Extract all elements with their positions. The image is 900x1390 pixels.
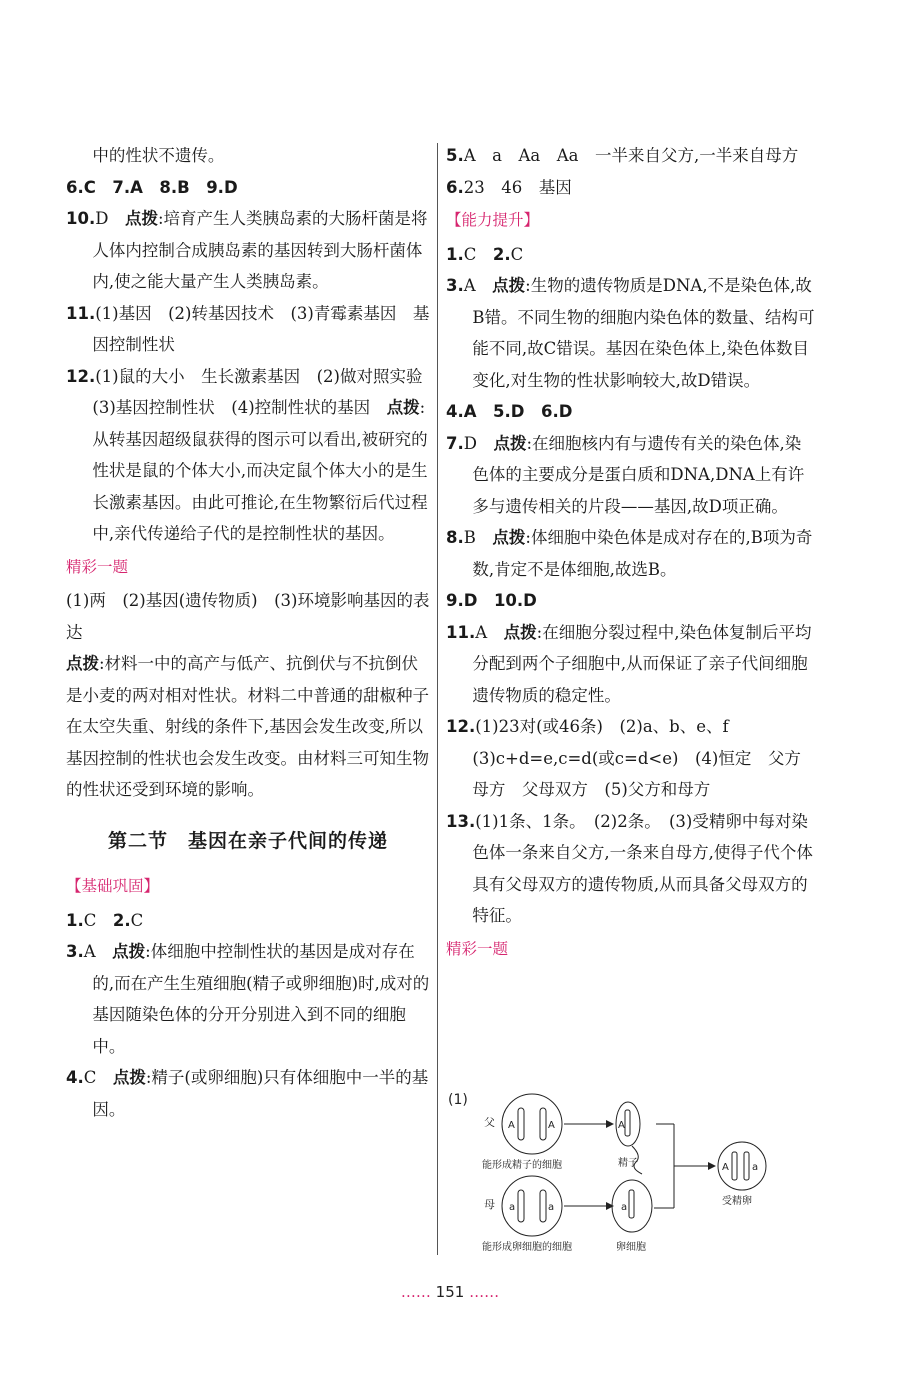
- tip-label: 点拨: [66, 654, 99, 673]
- zygote-label: 受精卵: [722, 1196, 752, 1207]
- question-number: 5.: [446, 146, 464, 165]
- arrow-head: [708, 1162, 716, 1170]
- section-title: 第二节 基因在亲子代间的传递: [107, 829, 388, 852]
- answer-text: (1)两 (2)基因(遗传物质) (3)环境影响基因的表达: [66, 591, 430, 642]
- question-number: 3.: [66, 942, 84, 961]
- answer-text: D: [463, 433, 494, 453]
- tip-text: :从转基因超级鼠获得的图示可以看出,被研究的性状是鼠的个体大小,而决定鼠个体大小的是生长激素基因。由此可推论,在生物繁衍后代过程中,亲代传递给子代的是控制性状的基因。: [92, 398, 428, 543]
- gene-label: a: [752, 1162, 759, 1173]
- question-number: 11.: [66, 303, 96, 323]
- section-heading: 【能力提升】: [446, 211, 540, 229]
- chromosome: [744, 1152, 749, 1180]
- section-heading: 【基础巩固】: [66, 877, 160, 895]
- sperm-label: 精子: [618, 1158, 638, 1169]
- highlight-heading: 精彩一题: [66, 557, 129, 576]
- question-number: 2.: [112, 910, 131, 930]
- tip-text: :精子(或卵细胞)只有体细胞中一半的基因。: [92, 1068, 429, 1119]
- chromosome: [518, 1190, 524, 1222]
- answer-text: (1)基因 (2)转基因技术 (3)青霉素基因 基因控制性状: [92, 303, 430, 354]
- question-number: 1.: [446, 244, 464, 264]
- answer-text: A: [475, 622, 504, 642]
- answer-text: C: [463, 244, 493, 264]
- question-number: 12.: [446, 717, 476, 736]
- egg-cell: [612, 1180, 652, 1232]
- page-number: 151: [435, 1283, 465, 1301]
- answer-13: [446, 806, 816, 932]
- highlight-tip: [66, 648, 430, 806]
- question-number: 6.: [446, 177, 464, 197]
- answer-text: A: [463, 276, 493, 295]
- tip-label: 点拨: [124, 209, 158, 228]
- gene-label: A: [618, 1120, 625, 1131]
- answers-1-2: [446, 239, 816, 271]
- question-number: 3.: [446, 276, 464, 295]
- chromosome: [540, 1108, 546, 1140]
- tip-text: :生物的遗传物质是DNA,不是染色体,故B错。不同生物的细胞内染色体的数量、结构可能不同,故C错误。基因在染色体上,染色体数目变化,对生物的性状影响较大,故D错误。: [472, 276, 815, 390]
- answer-3: [446, 270, 816, 396]
- answer-11: [66, 298, 430, 361]
- highlight-answer: [66, 585, 430, 648]
- answers-9-10: [446, 585, 816, 617]
- answer-text: C: [83, 910, 113, 930]
- answer-text: D: [95, 209, 125, 228]
- answer-10: [66, 203, 430, 298]
- gene-label: a: [621, 1202, 628, 1213]
- gene-label: a: [509, 1202, 516, 1213]
- column-divider: [437, 143, 438, 1255]
- mother-cell-label: 能形成卵细胞的细胞: [482, 1242, 572, 1253]
- father-label: 父: [484, 1116, 495, 1129]
- answer-12: [446, 711, 816, 806]
- answer-text: 9.D 10.D: [446, 591, 537, 610]
- footer-dots: ……: [400, 1283, 431, 1301]
- question-number: 13.: [446, 811, 476, 831]
- answer-text: C: [83, 1068, 113, 1087]
- gene-label: A: [722, 1162, 729, 1173]
- tip-label: 点拨: [493, 433, 527, 453]
- arrow-head: [606, 1120, 614, 1128]
- answers-4-6: [446, 396, 816, 428]
- question-number: 1.: [66, 910, 84, 930]
- answer-5: [446, 140, 816, 172]
- gene-label: A: [508, 1120, 515, 1131]
- answer-text: 6.C 7.A 8.B 9.D: [66, 177, 238, 197]
- highlight-heading: 精彩一题: [446, 939, 509, 958]
- tip-label: 点拨: [492, 528, 526, 547]
- answers-1-2: [66, 905, 430, 937]
- tip-text: :体细胞中控制性状的基因是成对存在的,而在产生生殖细胞(精子或卵细胞)时,成对的基因随染色体的分开分别进入到不同的细胞中。: [92, 942, 430, 1056]
- question-number: 10.: [66, 209, 96, 228]
- question-number: 11.: [446, 622, 476, 642]
- answer-3: [66, 936, 430, 1062]
- tip-label: 点拨: [112, 1068, 146, 1087]
- tip-text: :在细胞核内有与遗传有关的染色体,染色体的主要成分是蛋白质和DNA,DNA上有许多与遗传相关的片段——基因,故D项正确。: [472, 433, 805, 516]
- tip-text: :材料一中的高产与低产、抗倒伏与不抗倒伏是小麦的两对相对性状。材料二中普通的甜椒种子在太空失重、射线的条件下,基因会发生改变,所以基因控制的性状也会发生改变。由材料三可知生物的性状还受到环境的影响。: [66, 654, 429, 799]
- answer-12: [66, 361, 439, 550]
- question-number: 2.: [492, 244, 511, 264]
- tip-text: :体细胞中染色体是成对存在的,B项为奇数,肯定不是体细胞,故选B。: [472, 528, 813, 579]
- answers-6-9: [66, 172, 430, 204]
- mother-label: 母: [484, 1198, 495, 1211]
- answer-text: 23 46 基因: [463, 177, 572, 197]
- question-number: 7.: [446, 433, 464, 453]
- tip-text: :在细胞分裂过程中,染色体复制后平均分配到两个子细胞中,从而保证了亲子代间细胞遗传物质的稳定性。: [472, 622, 812, 705]
- arrow-head: [606, 1202, 614, 1210]
- answer-text: C: [130, 910, 144, 930]
- father-cell-label: 能形成精子的细胞: [482, 1160, 562, 1171]
- answer-text: (1)23对(或46条) (2)a、b、e、f (3)c+d=e,c=d(或c=d<e) (4)恒定 父方 母方 父母双方 (5)父方和母方: [472, 717, 818, 799]
- right-column: [446, 140, 816, 967]
- chromosome: [625, 1110, 630, 1136]
- answer-text: (1)1条、1条。 (2)2条。 (3)受精卵中每对染色体一条来自父方,一条来自母方,使得子代个体具有父母双方的遗传物质,从而具备父母双方的特征。: [472, 811, 813, 925]
- question-number: 4.: [66, 1068, 84, 1087]
- answer-4: [66, 1062, 430, 1125]
- tip-label: 点拨: [386, 398, 420, 417]
- answer-11: [446, 617, 816, 712]
- answer-8: [446, 522, 816, 585]
- question-number: 12.: [66, 366, 96, 386]
- answer-text: 中的性状不遗传。: [92, 146, 225, 165]
- question-number: 8.: [446, 528, 464, 547]
- answer-text: 4.A 5.D 6.D: [446, 402, 573, 421]
- gene-label: a: [548, 1202, 555, 1213]
- footer-dots: ……: [469, 1283, 500, 1301]
- chromosome: [629, 1190, 634, 1218]
- inheritance-diagram: [446, 1088, 816, 1258]
- gene-label: A: [548, 1120, 555, 1131]
- answer-text: C: [510, 244, 524, 264]
- answer-text: (1)鼠的大小 生长激素基因 (2)做对照实验 (3)基因控制性状 (4)控制性状的基因: [92, 366, 439, 417]
- tip-label: 点拨: [503, 622, 537, 642]
- answer-6: [446, 172, 816, 204]
- chromosome: [732, 1152, 737, 1180]
- answer-text: A: [83, 942, 113, 961]
- tip-label: 点拨: [112, 942, 146, 961]
- answer-text: A a Aa Aa 一半来自父方,一半来自母方: [463, 146, 799, 165]
- tip-label: 点拨: [492, 276, 526, 295]
- tip-text: :培育产生人类胰岛素的大肠杆菌是将人体内控制合成胰岛素的基因转到大肠杆菌体内,使之能大量产生人类胰岛素。: [92, 209, 428, 291]
- egg-label: 卵细胞: [616, 1242, 646, 1253]
- answer-7: [446, 428, 816, 523]
- page-footer: [0, 1283, 900, 1301]
- diagram-label: (1): [448, 1092, 468, 1108]
- left-line-0: [66, 140, 430, 172]
- chromosome: [540, 1190, 546, 1222]
- left-column: [66, 140, 439, 1125]
- chromosome: [518, 1108, 524, 1140]
- answer-text: B: [463, 528, 493, 547]
